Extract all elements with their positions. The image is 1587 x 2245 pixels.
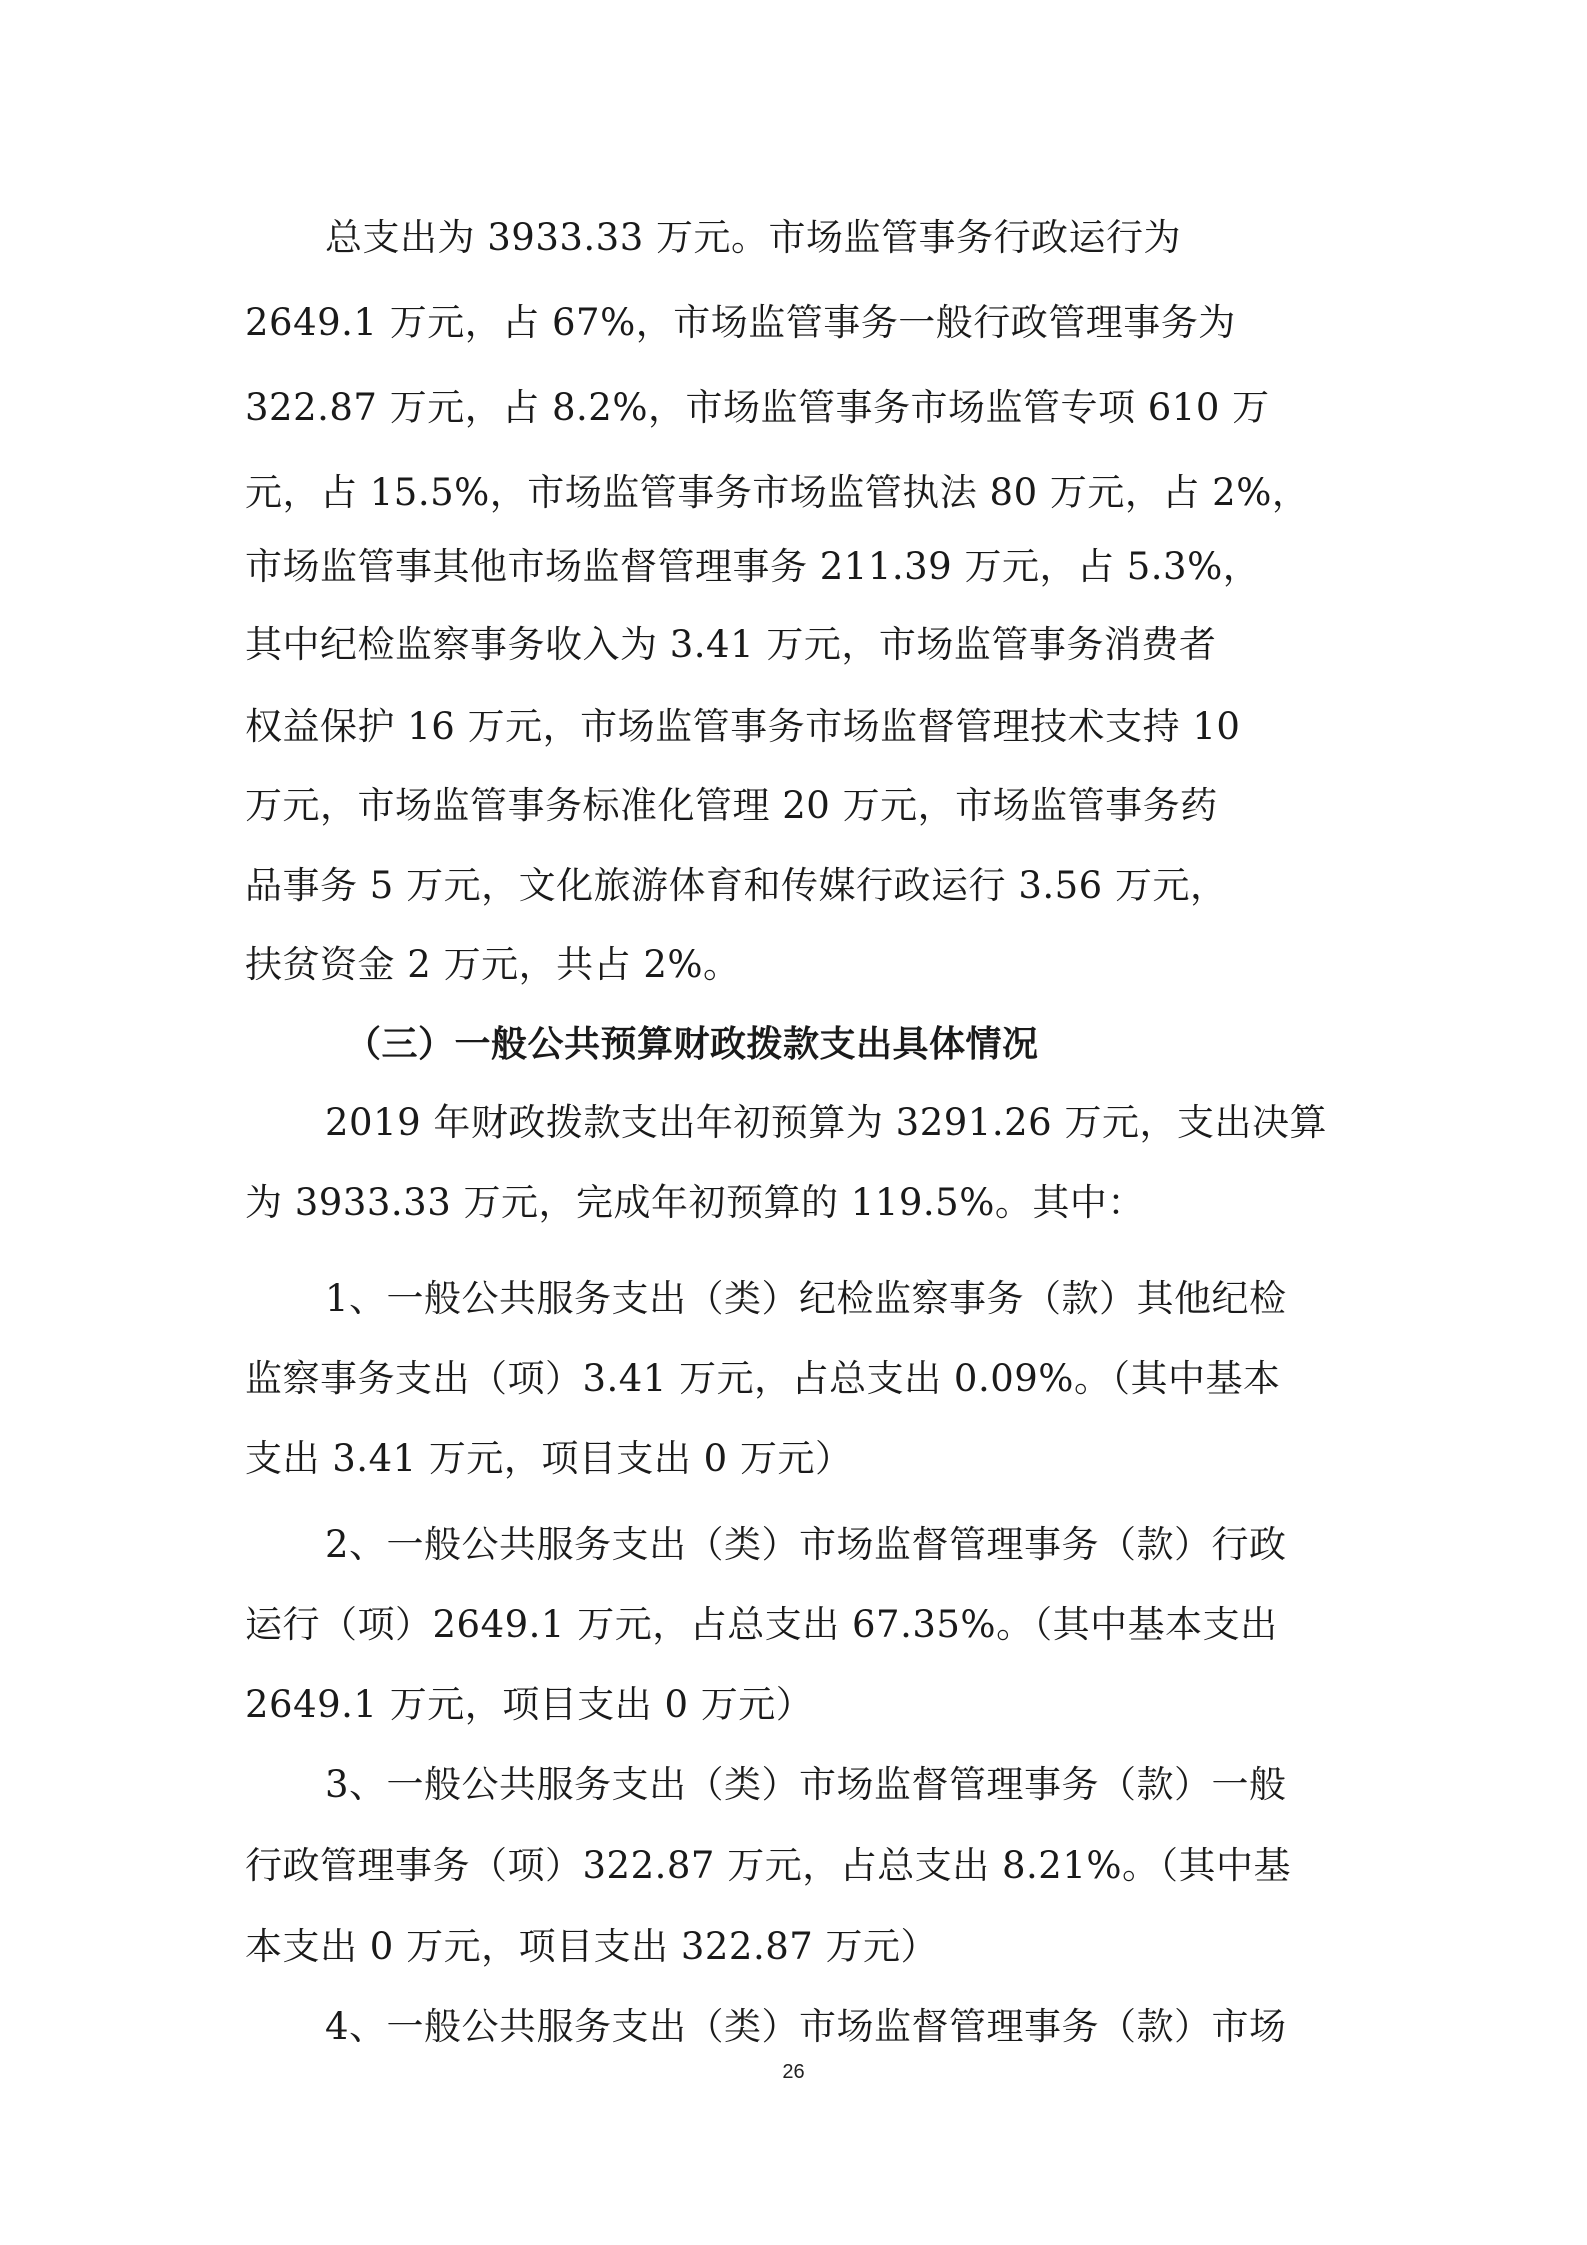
body-text-line: 权益保护 16 万元，市场监管事务市场监督管理技术支持 10 — [245, 705, 1241, 748]
body-text-line: 品事务 5 万元，文化旅游体育和传媒行政运行 3.56 万元， — [245, 864, 1228, 907]
list-item-line: 本支出 0 万元，项目支出 322.87 万元） — [245, 1925, 939, 1968]
page-number: 26 — [782, 2061, 805, 2083]
list-item-line: 4、一般公共服务支出（类）市场监督管理事务（款）市场 — [325, 2005, 1287, 2048]
body-text-line: 322.87 万元，占 8.2%，市场监管事务市场监管专项 610 万 — [245, 386, 1270, 429]
body-text-line: 为 3933.33 万元，完成年初预算的 119.5%。其中： — [245, 1181, 1145, 1224]
body-text-line: 其中纪检监察事务收入为 3.41 万元，市场监管事务消费者 — [245, 623, 1217, 666]
body-text-line: 扶贫资金 2 万元，共占 2%。 — [245, 943, 741, 986]
list-item-line: 2、一般公共服务支出（类）市场监督管理事务（款）行政 — [325, 1523, 1287, 1566]
list-item-line: 运行（项）2649.1 万元，占总支出 67.35%。（其中基本支出 — [245, 1603, 1278, 1646]
body-text-line: 元，占 15.5%，市场监管事务市场监管执法 80 万元，占 2%， — [245, 471, 1310, 514]
body-text-line: 市场监管事其他市场监督管理事务 211.39 万元，占 5.3%， — [245, 545, 1261, 588]
body-text-line: 总支出为 3933.33 万元。市场监管事务行政运行为 — [325, 216, 1182, 259]
body-text-line: 2649.1 万元，占 67%，市场监管事务一般行政管理事务为 — [245, 301, 1236, 344]
body-text-line: 2019 年财政拨款支出年初预算为 3291.26 万元，支出决算 — [325, 1101, 1327, 1144]
list-item-line: 2649.1 万元，项目支出 0 万元） — [245, 1683, 814, 1726]
list-item-line: 支出 3.41 万元，项目支出 0 万元） — [245, 1437, 853, 1480]
list-item-line: 3、一般公共服务支出（类）市场监督管理事务（款）一般 — [325, 1763, 1287, 1806]
list-item-line: 监察事务支出（项）3.41 万元，占总支出 0.09%。（其中基本 — [245, 1357, 1281, 1400]
list-item-line: 1、一般公共服务支出（类）纪检监察事务（款）其他纪检 — [325, 1277, 1287, 1320]
section-heading: （三）一般公共预算财政拨款支出具体情况 — [345, 1024, 1039, 1065]
list-item-line: 行政管理事务（项）322.87 万元，占总支出 8.21%。（其中基 — [245, 1844, 1292, 1887]
body-text-line: 万元，市场监管事务标准化管理 20 万元，市场监管事务药 — [245, 784, 1218, 827]
